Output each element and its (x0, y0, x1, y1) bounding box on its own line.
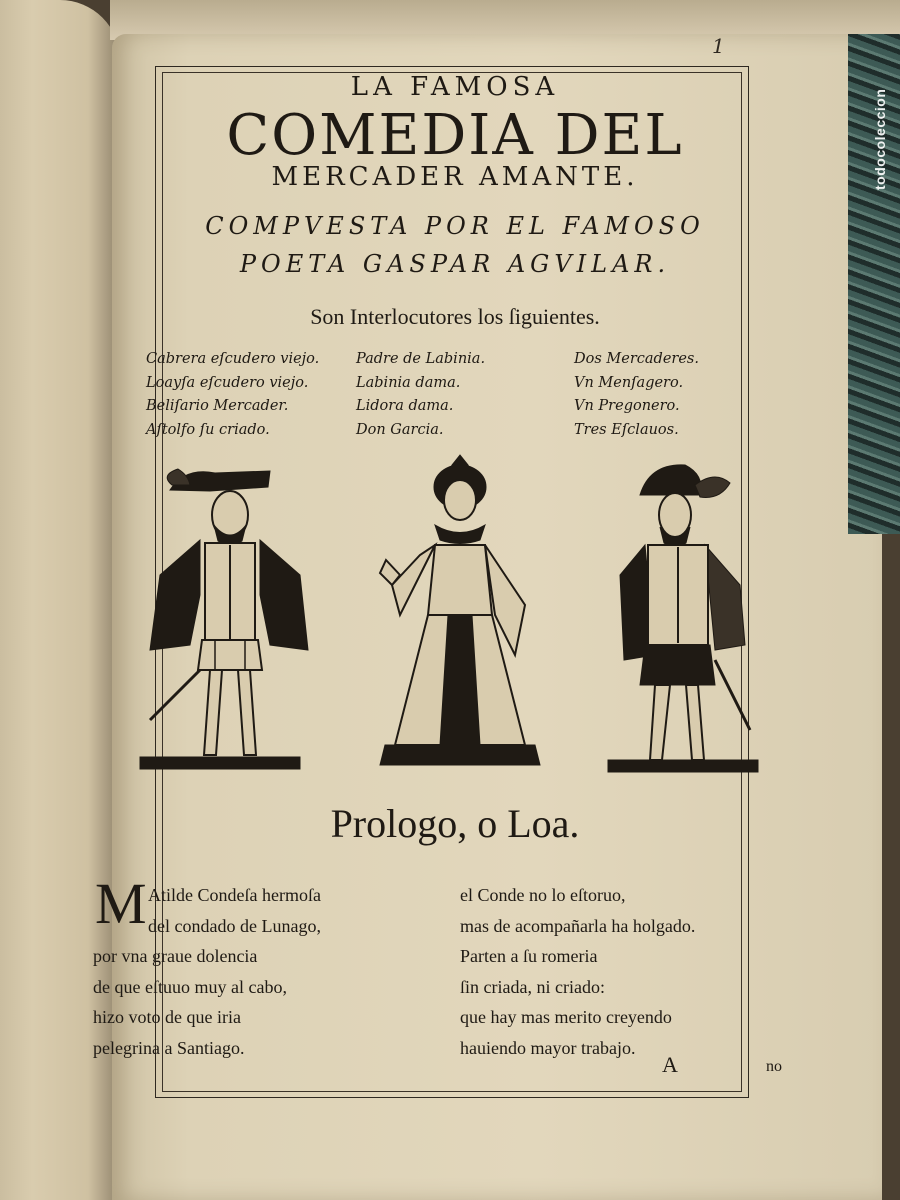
prologue-heading: Prologo, o Loa. (330, 801, 580, 846)
subtitle-line-1: COMPVESTA POR EL FAMOSO (205, 212, 705, 240)
verse-line: el Conde no lo eſtoruo, (460, 885, 626, 905)
cast-entry: Cabrera eſcudero viejo. (146, 351, 320, 367)
cast-entry: Padre de Labinia. (356, 351, 486, 367)
verse-line: de que eſtuuo muy al cabo, (93, 976, 287, 997)
cast-entry: Beliſario Mercader. (146, 398, 289, 414)
figure-man-with-cape (140, 469, 308, 769)
verse-line: Atilde Condeſa hermoſa (148, 885, 321, 905)
verse-line: que hay mas merito creyendo (460, 1007, 672, 1027)
verse-line: hauiendo mayor trabajo. (460, 1037, 636, 1058)
cast-entry: Don Garcia. (356, 421, 444, 438)
title-line-3: MERCADER AMANTE. (271, 162, 639, 192)
verse-line: Parten a ſu romeria (460, 946, 598, 966)
signature-mark: A (662, 1052, 678, 1077)
verse-line: mas de acompañarla ha holgado. (460, 915, 696, 936)
cast-entry: Tres Eſclauos. (574, 421, 679, 438)
verse-line: ſin criada, ni criado: (460, 976, 605, 997)
verse-line: hizo voto de que iria (93, 1007, 241, 1027)
verse-left-column (93, 880, 321, 1063)
cast-column-1 (146, 348, 319, 442)
verse-line: por vna graue dolencia (93, 946, 258, 966)
woodcut-illustration (130, 445, 780, 790)
cast-heading: Son Interlocutores los ſiguientes. (310, 304, 600, 329)
figure-man-with-sword (608, 465, 758, 772)
cast-column-3 (574, 348, 699, 442)
cast-entry: Vn Pregonero. (574, 398, 680, 414)
cast-column-2 (356, 348, 485, 442)
cast-entry: Labinia dama. (356, 374, 461, 391)
cast-entry: Dos Mercaderes. (574, 351, 699, 367)
cast-entry: Lidora dama. (356, 398, 454, 414)
verse-line: del condado de Lunago, (148, 915, 321, 936)
folio-number: 1 (712, 34, 725, 58)
title-line-1: LA FAMOSA (350, 72, 560, 102)
cast-entry: Loayſa eſcudero viejo. (146, 374, 309, 391)
title-line-2: COMEDIA DEL (226, 103, 684, 168)
watermark: todocoleccion (872, 88, 888, 190)
verse-right-column (460, 880, 695, 1063)
cast-entry: Vn Menſagero. (574, 374, 684, 391)
catchword: no (766, 1058, 782, 1075)
cast-entry: Aſtolfo ſu criado. (146, 421, 270, 438)
drop-cap: M (95, 871, 147, 936)
subtitle-line-2: POETA GASPAR AGVILAR. (239, 250, 671, 278)
verse-line: pelegrina a Santiago. (93, 1037, 245, 1058)
figure-lady (380, 455, 540, 765)
